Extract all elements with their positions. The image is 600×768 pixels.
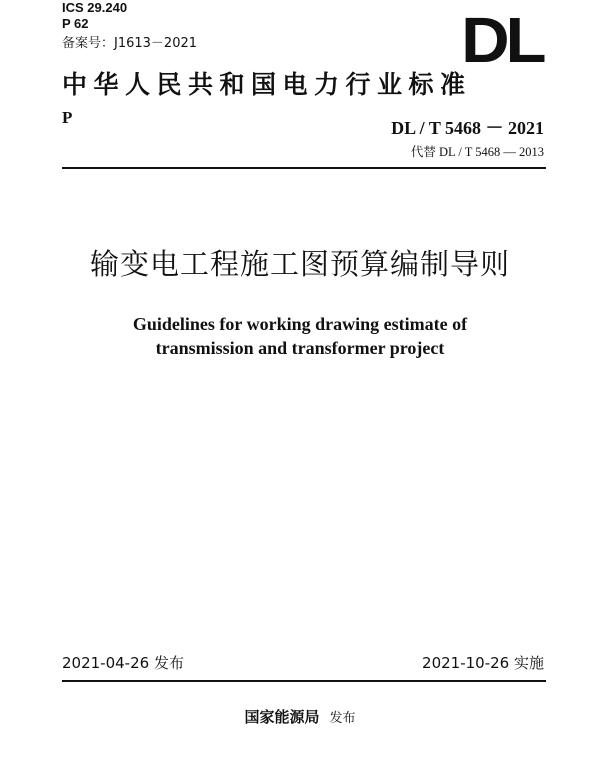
document-title-en-line1: Guidelines for working drawing estimate of [132, 314, 468, 334]
issuer-line [0, 706, 600, 727]
dl-logo: DL [460, 4, 542, 76]
issue-date: 2021-04-26 发布 [62, 654, 184, 672]
ics-code: ICS 29.240 [62, 0, 128, 15]
document-title-en-line2: transmission and transformer project [155, 338, 445, 358]
standard-category-title: 中华人民共和国电力行业标准 [62, 70, 472, 99]
standard-number: DL / T 5468 － 2021 [391, 118, 544, 138]
class-letter: P [62, 108, 73, 127]
issuer-name: 国家能源局 [244, 708, 320, 726]
document-title-cn: 输变电工程施工图预算编制导则 [89, 247, 510, 281]
bottom-divider [62, 680, 546, 682]
top-divider [62, 167, 546, 169]
replaces-standard: 代替 DL / T 5468 — 2013 [410, 145, 544, 159]
implementation-date: 2021-10-26 实施 [422, 654, 544, 672]
issuer-action: 发布 [329, 711, 356, 726]
record-number: 备案号：J1613－2021 [62, 36, 198, 51]
classification-code: P 62 [62, 16, 89, 31]
